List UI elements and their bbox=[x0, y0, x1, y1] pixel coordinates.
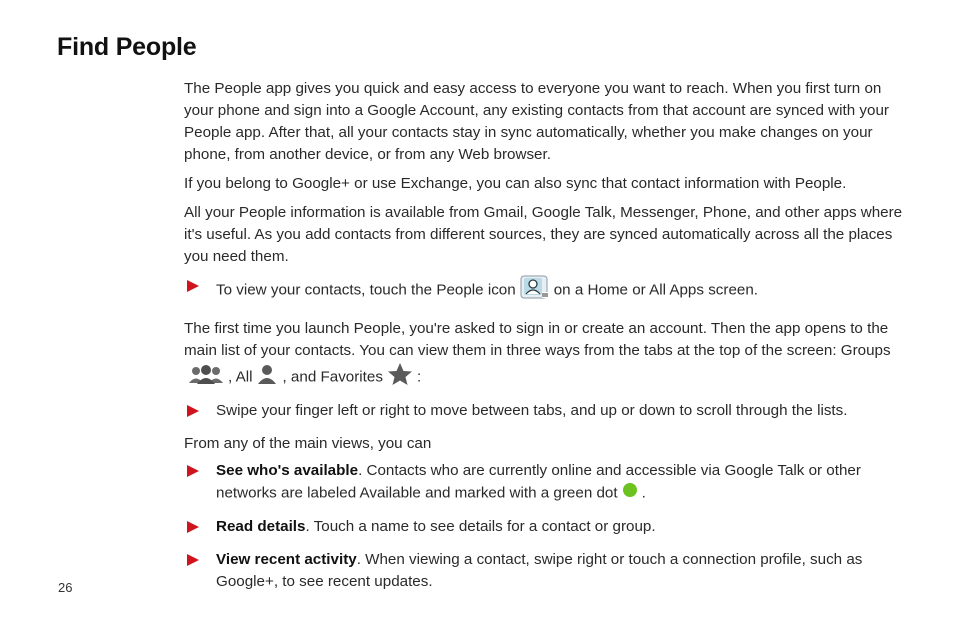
paragraph-main-views: From any of the main views, you can bbox=[184, 435, 432, 452]
bullet-text: Swipe your finger left or right to move between tabs, and up or down to scroll through the lists. bbox=[216, 402, 848, 419]
paragraph-availability: All your People information is available from Gmail, Google Talk, Messenger, Phone, and other apps where it's useful. As you add contacts from different sources, they are synced automatically across all the places you need them. bbox=[184, 204, 903, 265]
bullet-text-end: on a Home or All Apps screen. bbox=[553, 281, 758, 299]
bullet-arrow-icon bbox=[187, 465, 199, 477]
bullet-heading: Read details bbox=[216, 518, 306, 535]
bullet-text: To view your contacts, touch the People icon bbox=[216, 281, 516, 299]
bullet-arrow-icon bbox=[187, 554, 199, 566]
bullet-text: . Contacts who are currently online and accessible via Google Talk or other networks are labeled Available and marked with a green dot bbox=[216, 462, 861, 502]
page-number: 26 bbox=[58, 580, 73, 595]
paragraph-first-launch: The first time you launch People, you're asked to sign in or create an account. Then the app opens to the main list of your contacts. You can view them in three ways from the tabs at the top of the screen: Groups, All , and Favorites : bbox=[184, 318, 912, 393]
bullet-arrow-icon bbox=[187, 280, 199, 292]
page-title: Find People bbox=[57, 33, 197, 61]
people-app-icon bbox=[520, 275, 550, 306]
bullet-text: . When viewing a contact, swipe right or touch a connection profile, such as Google+, to see recent updates. bbox=[216, 551, 863, 590]
bullet-arrow-icon bbox=[187, 521, 199, 533]
bullet-recent-activity bbox=[184, 549, 912, 593]
paragraph-google-plus: If you belong to Google+ or use Exchange, you can also sync that contact information with People. bbox=[184, 175, 847, 192]
bullet-heading: See who's available bbox=[216, 462, 359, 479]
bullet-see-available: See who's available. Contacts who are currently online and accessible via Google Talk or other networks are labeled Available and marked with a green dot . bbox=[184, 460, 912, 505]
all-contacts-icon bbox=[256, 363, 278, 392]
groups-icon bbox=[188, 363, 224, 392]
paragraph-intro: The People app gives you quick and easy access to everyone you want to reach. When you first turn on your phone and sign into a Google Account, any existing contacts from that account are synced with your People app. After that, all your contacts stay in sync automatically, whether you make changes on your phone, from another device, or from any Web browser. bbox=[184, 80, 889, 163]
bullet-text: . Touch a name to see details for a contact or group. bbox=[305, 518, 656, 535]
bullet-arrow-icon bbox=[187, 405, 199, 417]
bullet-read-details bbox=[184, 516, 912, 538]
green-dot-icon bbox=[622, 482, 638, 505]
main-content bbox=[184, 78, 912, 600]
bullet-view-contacts bbox=[184, 275, 912, 306]
bullet-swipe bbox=[184, 400, 912, 422]
bullet-heading: View recent activity bbox=[216, 551, 357, 568]
favorites-star-icon bbox=[387, 362, 413, 393]
